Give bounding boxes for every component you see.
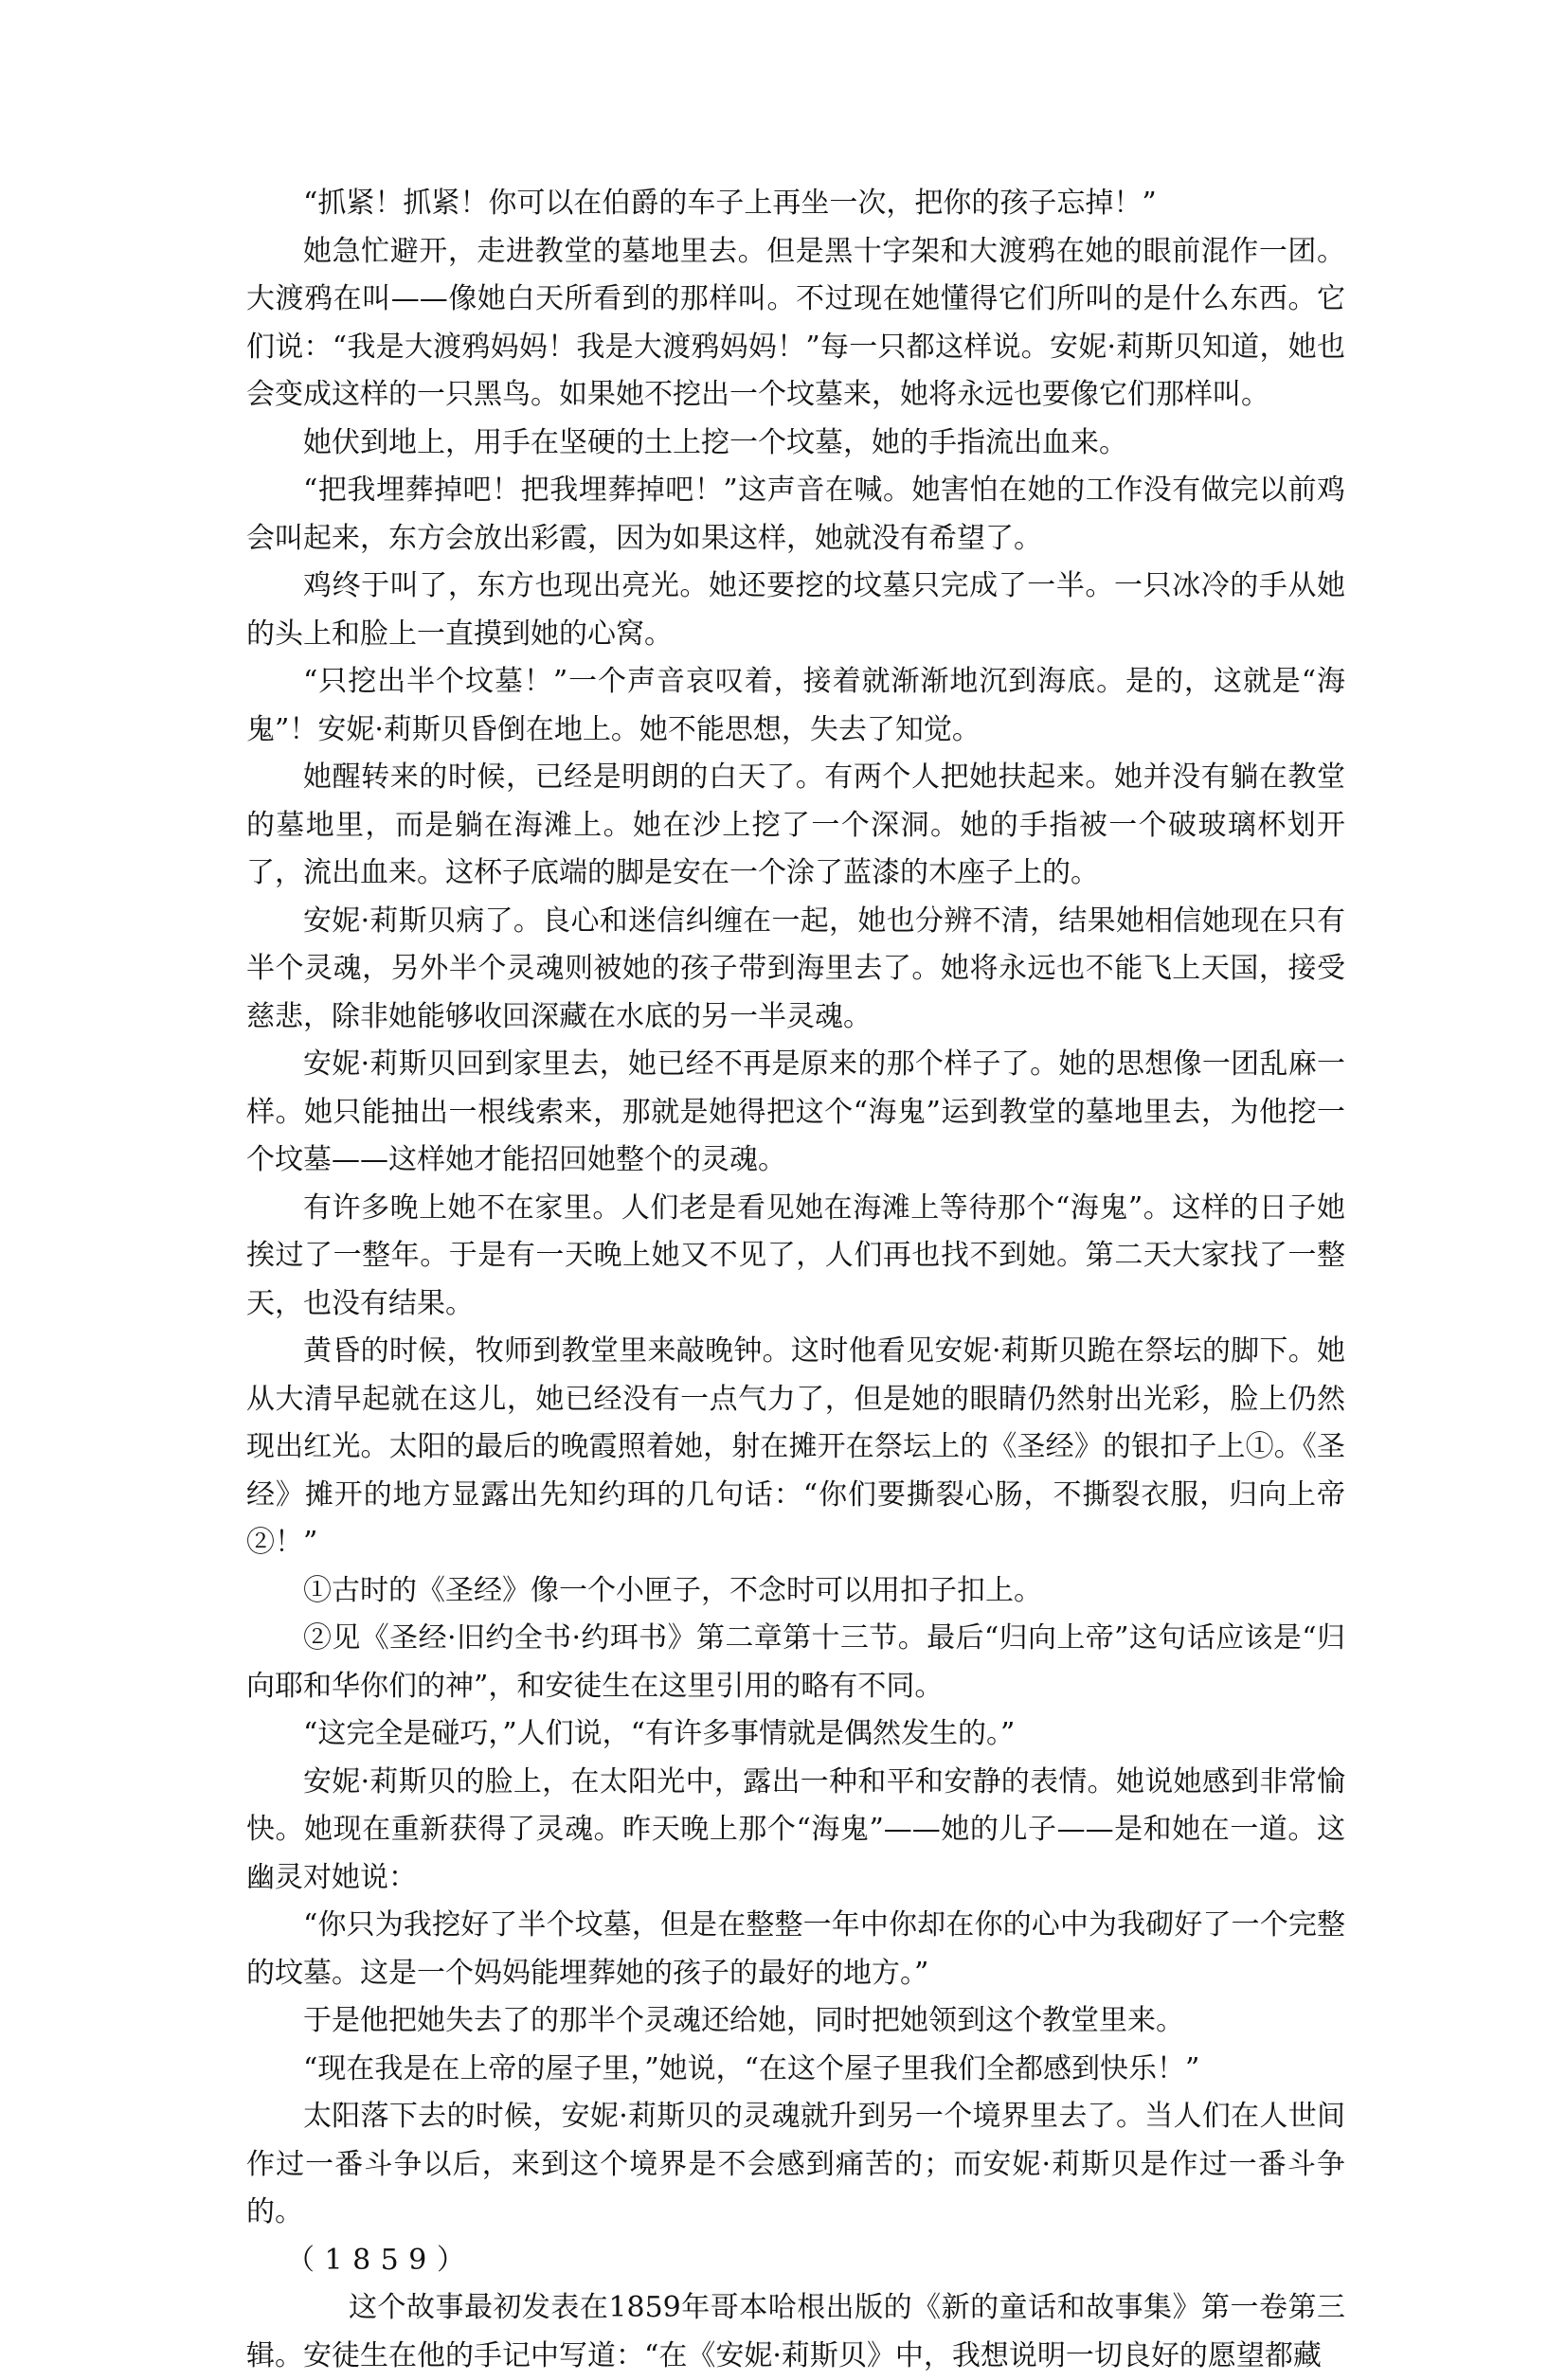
footnote: ①古时的《圣经》像一个小匣子，不念时可以用扣子扣上。 — [303, 1573, 1042, 1607]
document-page — [246, 180, 1345, 2380]
footnote: ②见《圣经·旧约全书·约珥书》第二章第十三节。最后“归向上帝”这句话应该是“归向耶和华你们的神”，和安徒生在这里引用的略有不同。 — [246, 1621, 1345, 1703]
paragraph: 鸡终于叫了，东方也现出亮光。她还要挖的坟墓只完成了一半。一只冰冷的手从她的头上和脸上一直摸到她的心窝。 — [246, 569, 1345, 651]
paragraph: 她急忙避开，走进教堂的墓地里去。但是黑十字架和大渡鸦在她的眼前混作一团。大渡鸦在叫——像她白天所看到的那样叫。不过现在她懂得它们所叫的是什么东西。它们说：“我是大渡鸦妈妈！我是大渡鸦妈妈！”每一只都这样说。安妮·莉斯贝知道，她也会变成这样的一只黑鸟。如果她不挖出一个坟墓来，她将永远也要像它们那样叫。 — [246, 234, 1345, 411]
year-note: （1859） — [286, 2243, 476, 2277]
paragraph: 安妮·莉斯贝回到家里去，她已经不再是原来的那个样子了。她的思想像一团乱麻一样。她只能抽出一根线索来，那就是她得把这个“海鬼”运到教堂的墓地里去，为他挖一个坟墓——这样她才能招回她整个的灵魂。 — [246, 1047, 1345, 1176]
afterword-paragraph: 这个故事最初发表在1859年哥本哈根出版的《新的童话和故事集》第一卷第三辑。安徒生在他的手记中写道：“在《安妮·莉斯贝》中，我想说明一切良好的愿望都藏 — [246, 2291, 1345, 2372]
paragraph: 于是他把她失去了的那半个灵魂还给她，同时把她领到这个教堂里来。 — [303, 2004, 1184, 2037]
paragraph: “你只为我挖好了半个坟墓，但是在整整一年中你却在你的心中为我砌好了一个完整的坟墓。这是一个妈妈能埋葬她的孩子的最好的地方。” — [246, 1908, 1345, 1990]
paragraph: 太阳落下去的时候，安妮·莉斯贝的灵魂就升到另一个境界里去了。当人们在人世间作过一番斗争以后，来到这个境界是不会感到痛苦的；而安妮·莉斯贝是作过一番斗争的。 — [246, 2100, 1345, 2228]
paragraph: “这完全是碰巧，”人们说，“有许多事情就是偶然发生的。” — [303, 1717, 1016, 1750]
paragraph: “抓紧！抓紧！你可以在伯爵的车子上再坐一次，把你的孩子忘掉！” — [303, 187, 1157, 220]
paragraph: “现在我是在上帝的屋子里，”她说，“在这个屋子里我们全都感到快乐！” — [303, 2051, 1200, 2085]
paragraph: 有许多晚上她不在家里。人们老是看见她在海滩上等待那个“海鬼”。这样的日子她挨过了一整年。于是有一天晚上她又不见了，人们再也找不到她。第二天大家找了一整天，也没有结果。 — [246, 1190, 1345, 1320]
paragraph: “把我埋葬掉吧！把我埋葬掉吧！”这声音在喊。她害怕在她的工作没有做完以前鸡会叫起来，东方会放出彩霞，因为如果这样，她就没有希望了。 — [246, 474, 1345, 555]
paragraph: 她醒转来的时候，已经是明朗的白天了。有两个人把她扶起来。她并没有躺在教堂的墓地里，而是躺在海滩上。她在沙上挖了一个深洞。她的手指被一个破玻璃杯划开了，流出血来。这杯子底端的脚是安在一个涂了蓝漆的木座子上的。 — [246, 761, 1345, 889]
paragraph: 黄昏的时候，牧师到教堂里来敲晚钟。这时他看见安妮·莉斯贝跪在祭坛的脚下。她从大清早起就在这儿，她已经没有一点气力了，但是她的眼睛仍然射出光彩，脸上仍然现出红光。太阳的最后的晚霞照着她，射在摊开在祭坛上的《圣经》的银扣子上①。《圣经》摊开的地方显露出先知约珥的几句话：“你们要撕裂心肠，不撕裂衣服，归向上帝②！” — [246, 1334, 1345, 1559]
paragraph: “只挖出半个坟墓！”一个声音哀叹着，接着就渐渐地沉到海底。是的，这就是“海鬼”！安妮·莉斯贝昏倒在地上。她不能思想，失去了知觉。 — [246, 665, 1345, 746]
paragraph: 安妮·莉斯贝的脸上，在太阳光中，露出一种和平和安静的表情。她说她感到非常愉快。她现在重新获得了灵魂。昨天晚上那个“海鬼”——她的儿子——是和她在一道。这幽灵对她说： — [246, 1764, 1345, 1894]
paragraph: 安妮·莉斯贝病了。良心和迷信纠缠在一起，她也分辨不清，结果她相信她现在只有半个灵魂，另外半个灵魂则被她的孩子带到海里去了。她将永远也不能飞上天国，接受慈悲，除非她能够收回深藏在水底的另一半灵魂。 — [246, 904, 1345, 1033]
paragraph: 她伏到地上，用手在坚硬的土上挖一个坟墓，她的手指流出血来。 — [303, 425, 1127, 459]
